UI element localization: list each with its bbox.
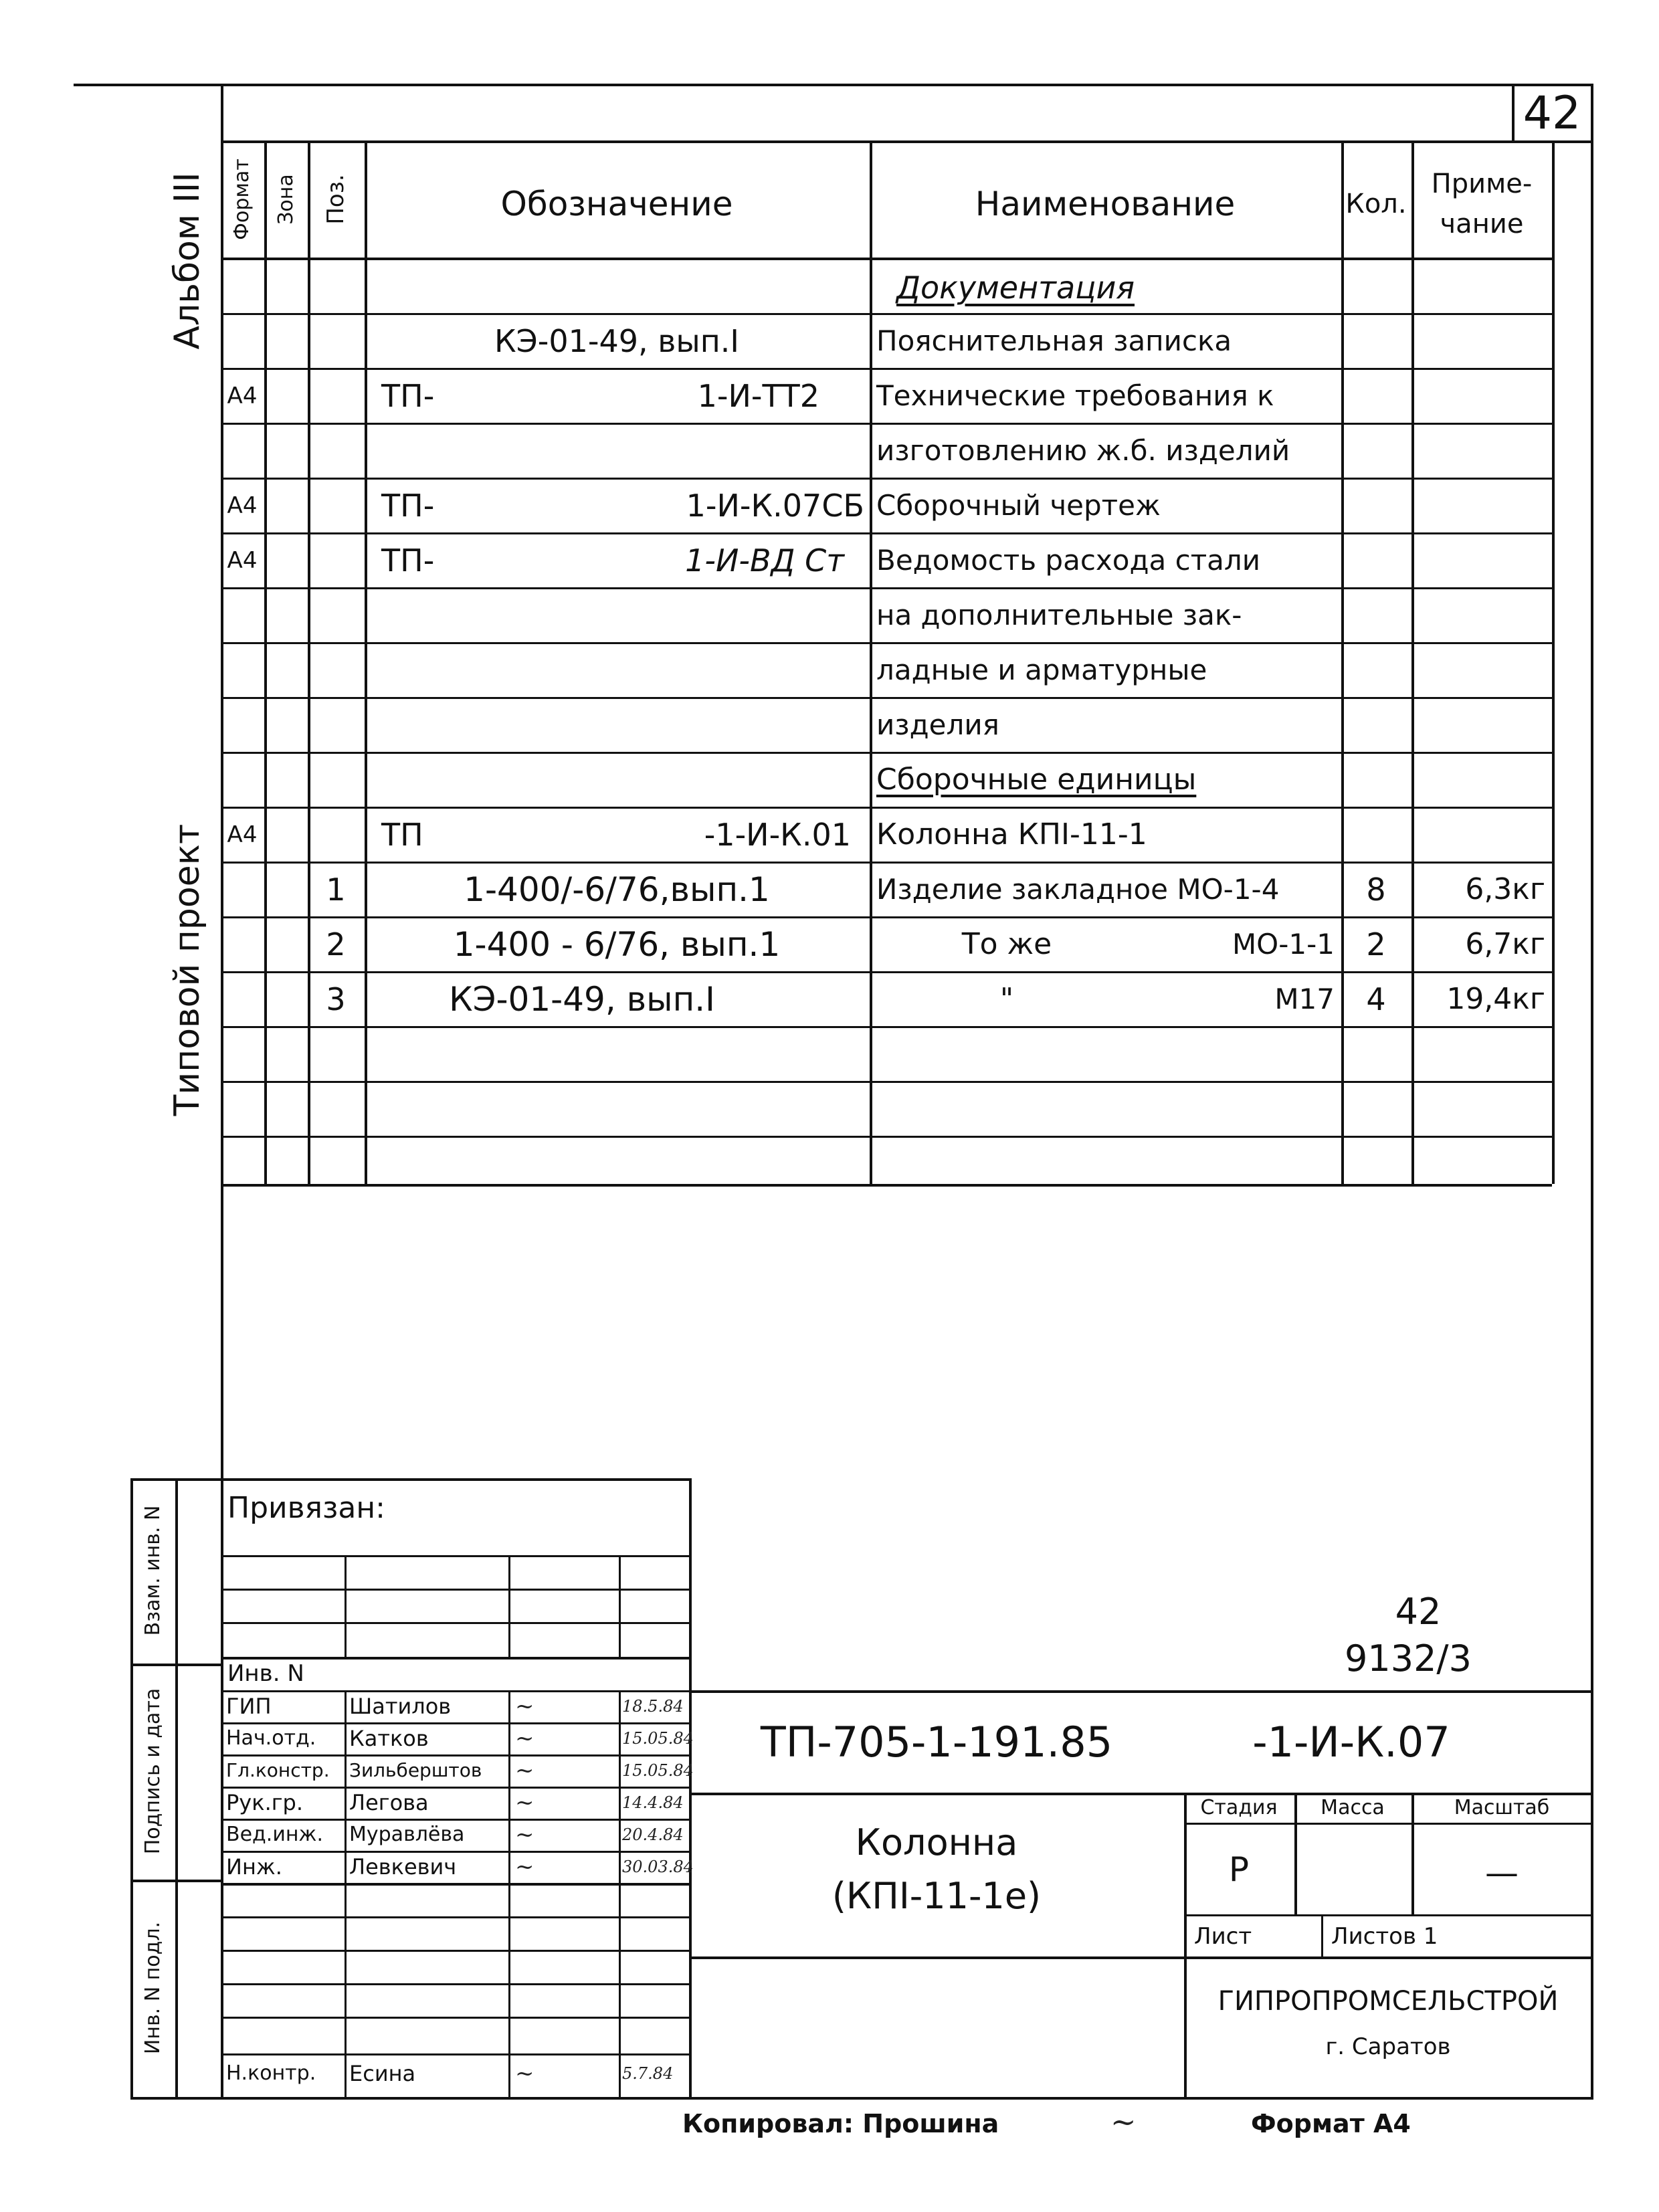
footer-format: Формат А4	[1251, 2109, 1411, 2138]
sheet-number-box	[1512, 84, 1515, 140]
privyazan-label: Привязан:	[227, 1491, 385, 1525]
signature-mark-3: ~	[515, 1789, 534, 1816]
row-3-name: изготовлению ж.б. изделий	[876, 434, 1290, 467]
footer-copied: Копировал: Прошина	[682, 2109, 999, 2138]
row-12-name-right: МО-1-1	[1232, 928, 1335, 961]
sig-date-5: 30.03.84	[622, 1857, 694, 1876]
header-name: Наименование	[975, 185, 1236, 223]
copier-signature: ~	[1110, 2104, 1137, 2140]
row-12-name: То же	[961, 927, 1052, 961]
row-5-designation-left: ТП-	[381, 542, 435, 579]
doc-title-line2: (КПI-11-1е)	[832, 1875, 1042, 1917]
row-10-designation-left: ТП	[381, 817, 423, 853]
row-11-qty: 8	[1366, 872, 1386, 908]
row-2-designation-right: 1-И-ТТ2	[697, 378, 819, 414]
header-qty: Кол.	[1345, 189, 1407, 219]
row-13-pos: 3	[326, 981, 346, 1017]
signature-mark-2: ~	[515, 1757, 534, 1784]
signature-mark-4: ~	[515, 1821, 534, 1848]
sig-name-2: Зильберштов	[349, 1759, 482, 1781]
row-11-designation: 1-400/-6/76,вып.1	[464, 870, 770, 909]
sig-name-1: Катков	[349, 1726, 429, 1751]
sheet-label: Лист	[1194, 1923, 1252, 1950]
sig-role-0: ГИП	[226, 1694, 272, 1719]
inv-n-label: Инв. N	[227, 1660, 304, 1687]
row-4-designation-right: 1-И-К.07СБ	[686, 488, 864, 524]
sig-date-3: 14.4.84	[622, 1793, 684, 1812]
sheets-label: Листов 1	[1331, 1923, 1438, 1950]
row-12-designation: 1-400 - 6/76, вып.1	[453, 925, 781, 964]
row-11-name: Изделие закладное МО-1-4	[876, 873, 1280, 906]
stamp-archive-num: 9132/3	[1345, 1637, 1472, 1680]
header-note-1: Приме-	[1431, 169, 1533, 199]
row-12-note: 6,7кг	[1465, 927, 1545, 961]
row-5-designation-right: 1-И-ВД Ст	[685, 542, 844, 579]
doc-code-suffix: -1-И-К.07	[1252, 1718, 1450, 1767]
sig-name-5: Левкевич	[349, 1854, 457, 1880]
doc-code: ТП-705-1-191.85	[760, 1718, 1113, 1767]
row-8-name: изделия	[876, 708, 999, 741]
header-note-2: чание	[1440, 209, 1524, 239]
row-10-format: А4	[227, 821, 258, 848]
frame-top	[74, 84, 1592, 86]
n-kontr-signature: ~	[515, 2060, 534, 2087]
header-zone: Зона	[274, 174, 298, 225]
album-label: Альбом III	[167, 172, 207, 350]
row-11-note: 6,3кг	[1465, 872, 1545, 906]
section-assembly-units: Сборочные единицы	[876, 763, 1197, 797]
scale-label: Масштаб	[1454, 1796, 1550, 1819]
row-5-name: Ведомость расхода стали	[876, 544, 1261, 577]
sig-name-4: Муравлёва	[349, 1823, 465, 1846]
sig-date-2: 15.05.84	[622, 1761, 694, 1780]
frame-bottom	[221, 2097, 1593, 2100]
org-name: ГИПРОПРОМСЕЛЬСТРОЙ	[1217, 1986, 1559, 2017]
header-format: Формат	[230, 159, 254, 240]
row-12-qty: 2	[1366, 926, 1386, 963]
stage-label: Стадия	[1200, 1796, 1278, 1819]
signature-mark-1: ~	[515, 1725, 534, 1752]
row-12-pos: 2	[326, 926, 346, 963]
org-city: г. Саратов	[1325, 2033, 1451, 2060]
row-13-name-right: М17	[1274, 983, 1335, 1015]
label-podpis-data: Подпись и дата	[141, 1688, 165, 1855]
row-4-name: Сборочный чертеж	[876, 489, 1161, 522]
doc-title-line1: Колонна	[855, 1821, 1018, 1864]
header-designation: Обозначение	[500, 185, 733, 223]
frame-left	[221, 84, 223, 2097]
n-kontr-name: Есина	[349, 2061, 416, 2086]
sig-role-4: Вед.инж.	[226, 1823, 323, 1846]
row-4-format: А4	[227, 492, 258, 519]
row-1-name: Пояснительная записка	[876, 324, 1232, 357]
scale-value: —	[1485, 1853, 1519, 1892]
row-13-name: "	[999, 982, 1014, 1016]
signature-mark-5: ~	[515, 1853, 534, 1880]
row-5-format: А4	[227, 547, 258, 574]
label-inv-podl: Инв. N подл.	[141, 1921, 165, 2055]
row-2-designation-left: ТП-	[381, 378, 435, 414]
row-13-qty: 4	[1366, 981, 1386, 1017]
header-pos: Поз.	[322, 174, 349, 225]
sig-role-3: Рук.гр.	[226, 1790, 304, 1815]
sig-name-0: Шатилов	[349, 1694, 452, 1719]
n-kontr-role: Н.контр.	[226, 2062, 316, 2085]
section-documentation: Документация	[896, 270, 1135, 306]
row-4-designation-left: ТП-	[381, 488, 435, 524]
sig-date-0: 18.5.84	[622, 1697, 684, 1716]
row-13-designation: КЭ-01-49, вып.I	[449, 980, 715, 1019]
row-10-name: Колонна КПI-11-1	[876, 817, 1147, 851]
row-6-name: на дополнительные зак-	[876, 599, 1242, 631]
row-7-name: ладные и арматурные	[876, 653, 1207, 686]
project-label: Типовой проект	[167, 823, 207, 1116]
sig-name-3: Легова	[349, 1790, 429, 1815]
sig-date-4: 20.4.84	[622, 1825, 684, 1844]
stamp-sheet-num: 42	[1395, 1591, 1442, 1633]
row-13-note: 19,4кг	[1446, 982, 1545, 1016]
row-2-name: Технические требования к	[876, 379, 1274, 412]
mass-label: Масса	[1321, 1796, 1385, 1819]
sheet-number: 42	[1523, 87, 1581, 140]
sig-date-1: 15.05.84	[622, 1729, 694, 1748]
row-2-format: А4	[227, 383, 258, 409]
sig-role-2: Гл.констр.	[226, 1759, 330, 1781]
label-vzam-inv: Взам. инв. N	[141, 1505, 165, 1636]
sig-role-1: Нач.отд.	[226, 1726, 316, 1750]
n-kontr-date: 5.7.84	[622, 2064, 674, 2083]
sig-role-5: Инж.	[226, 1854, 282, 1880]
signature-mark-0: ~	[515, 1693, 534, 1720]
row-1-designation: КЭ-01-49, вып.I	[494, 323, 739, 359]
stage-value: Р	[1228, 1850, 1250, 1889]
row-10-designation-right: -1-И-К.01	[704, 817, 851, 853]
row-11-pos: 1	[326, 872, 346, 908]
